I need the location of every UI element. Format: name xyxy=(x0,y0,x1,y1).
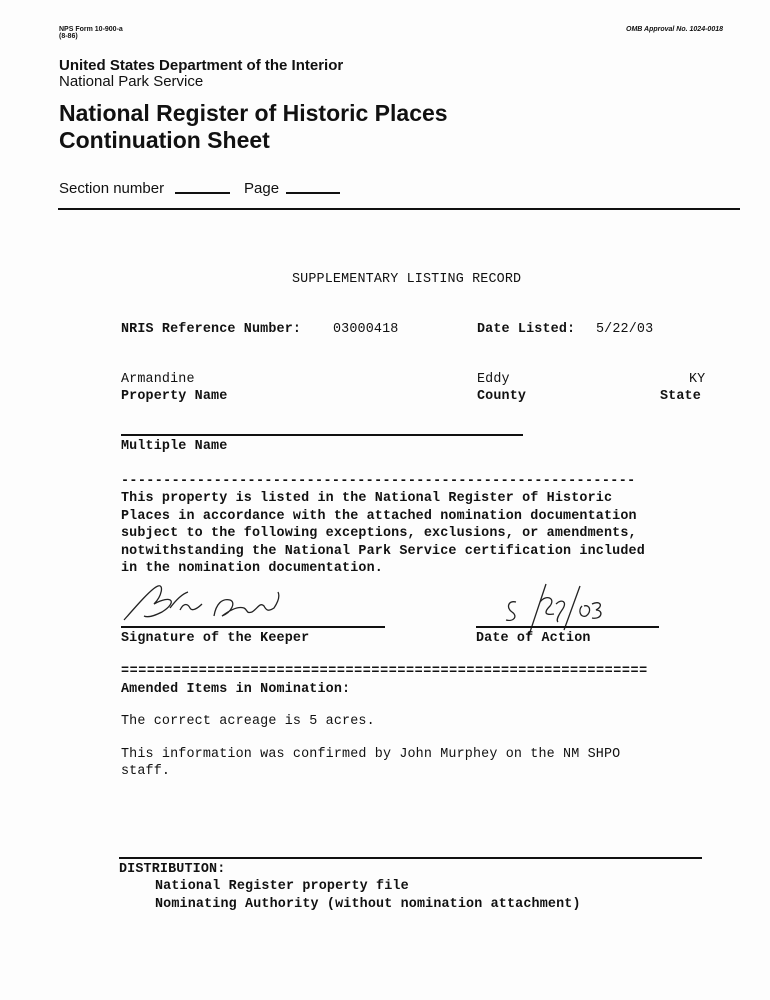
signature-label: Signature of the Keeper xyxy=(121,631,310,646)
amended-item-confirmation-line-1: This information was confirmed by John Murphey on the NM SHPO xyxy=(121,747,621,762)
property-name-label: Property Name xyxy=(121,389,228,404)
state-label: State xyxy=(660,389,701,404)
nris-value: 03000418 xyxy=(333,322,399,337)
statement-line-4: notwithstanding the National Park Service certification included xyxy=(121,544,645,559)
county-label: County xyxy=(477,389,527,404)
record-heading: SUPPLEMENTARY LISTING RECORD xyxy=(292,272,522,287)
county-value: Eddy xyxy=(477,372,510,387)
date-listed-label: Date Listed: xyxy=(477,322,576,337)
form-title: National Register of Historic Places xyxy=(59,100,448,126)
distribution-item: Nominating Authority (without nomination attachment) xyxy=(155,897,581,912)
amended-item-confirmation-line-2: staff. xyxy=(121,764,171,779)
signature-line xyxy=(121,626,385,628)
header-divider xyxy=(58,208,740,210)
nris-label: NRIS Reference Number: xyxy=(121,322,302,337)
form-number: NPS Form 10-900-a xyxy=(59,26,123,33)
multiple-name-line xyxy=(121,434,523,436)
double-separator: ============================================================= xyxy=(121,664,648,679)
distribution-item: National Register property file xyxy=(155,879,409,894)
date-listed-value: 5/22/03 xyxy=(596,322,654,337)
page-label: Page xyxy=(244,180,280,197)
form-subtitle: Continuation Sheet xyxy=(59,127,270,153)
distribution-label: DISTRIBUTION: xyxy=(119,862,226,877)
department-name: United States Department of the Interior xyxy=(59,57,344,74)
date-of-action-line xyxy=(476,626,659,628)
statement-line-5: in the nomination documentation. xyxy=(121,561,383,576)
omb-number: OMB Approval No. 1024-0018 xyxy=(626,26,723,33)
section-number-blank xyxy=(175,192,230,194)
page-blank xyxy=(286,192,340,194)
date-of-action-label: Date of Action xyxy=(476,631,591,646)
statement-line-1: This property is listed in the National Register of Historic xyxy=(121,491,613,506)
distribution-divider xyxy=(119,857,702,859)
agency-name: National Park Service xyxy=(59,73,204,90)
property-name-value: Armandine xyxy=(121,372,195,387)
state-value: KY xyxy=(689,372,706,387)
keeper-signature xyxy=(118,582,298,628)
amended-items-label: Amended Items in Nomination: xyxy=(121,682,351,697)
statement-line-3: subject to the following exceptions, exclusions, or amendments, xyxy=(121,526,637,541)
dashed-separator: ------------------------------------------------------------- xyxy=(121,474,636,489)
amended-item-acreage: The correct acreage is 5 acres. xyxy=(121,714,375,729)
statement-line-2: Places in accordance with the attached nomination documentation xyxy=(121,509,637,524)
multiple-name-label: Multiple Name xyxy=(121,439,228,454)
section-number-label: Section number xyxy=(59,180,165,197)
form-date: (8-86) xyxy=(59,33,78,40)
